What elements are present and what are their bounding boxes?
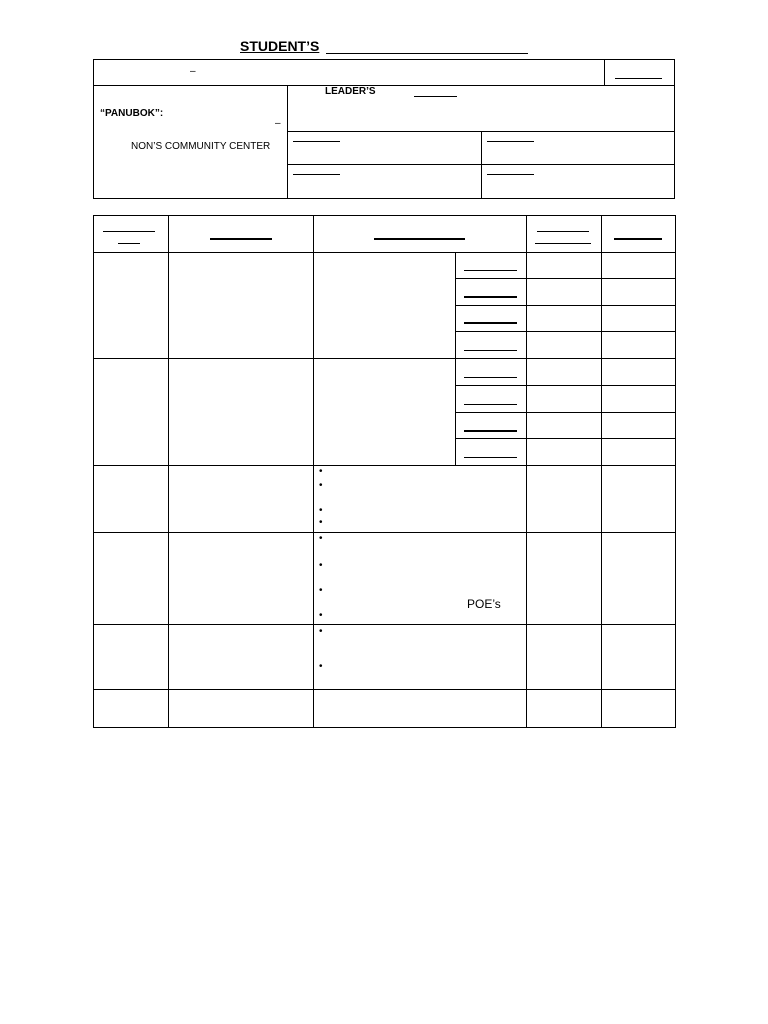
- table-header-bottom: [93, 252, 676, 253]
- community-center-label: NON’S COMMUNITY CENTER: [131, 141, 271, 152]
- col-divider-3: [526, 215, 527, 728]
- subrow-blank-8: [464, 457, 517, 458]
- subrow-blank-1: [464, 270, 517, 271]
- subrow-divider-1b: [455, 305, 676, 306]
- header-blank-col1-a: [103, 231, 155, 232]
- info-blank-c: [293, 174, 340, 175]
- info-right-inner-divider: [481, 131, 482, 199]
- title-underline-blank: [326, 53, 528, 54]
- subrow-blank-4: [464, 350, 517, 351]
- leader-blank: [414, 96, 457, 97]
- col-divider-4: [601, 215, 602, 728]
- info-left-right-divider: [287, 85, 288, 199]
- bullet-row3-4: •: [319, 517, 323, 528]
- subrow-blank-6: [464, 404, 517, 405]
- bullet-row4-3: •: [319, 585, 323, 596]
- row-divider-5: [93, 689, 676, 690]
- header-blank-col2: [210, 238, 272, 240]
- subrow-divider-2a: [455, 385, 676, 386]
- row-divider-3: [93, 532, 676, 533]
- row-divider-2: [93, 465, 676, 466]
- col-divider-1: [168, 215, 169, 728]
- row-divider-1: [93, 358, 676, 359]
- col-divider-2: [313, 215, 314, 728]
- subrow-blank-3: [464, 322, 517, 324]
- subrow-blank-2: [464, 296, 517, 298]
- row-divider-4: [93, 624, 676, 625]
- info-box: [93, 59, 675, 199]
- header-blank-col1-b: [118, 243, 140, 244]
- header-blank-col5: [614, 238, 662, 240]
- info-blank-b: [487, 141, 534, 142]
- bullet-row3-2: •: [319, 480, 323, 491]
- info-blank-d: [487, 174, 534, 175]
- info-mid-dash: –: [275, 118, 281, 129]
- info-blank-a: [293, 141, 340, 142]
- page-title: STUDENT’S: [240, 38, 320, 54]
- info-top-right-cell-divider: [604, 59, 605, 85]
- subcol-divider: [455, 252, 456, 465]
- header-blank-col4-a: [537, 231, 589, 232]
- info-top-dash: –: [190, 66, 196, 77]
- header-blank-col3: [374, 238, 465, 240]
- subrow-blank-5: [464, 377, 517, 378]
- bullet-row5-2: •: [319, 661, 323, 672]
- bullet-row3-3: •: [319, 505, 323, 516]
- bullet-row3-1: •: [319, 466, 323, 477]
- subrow-blank-7: [464, 430, 517, 432]
- main-table: [93, 215, 676, 728]
- bullet-row4-2: •: [319, 560, 323, 571]
- poe-label: POE’s: [467, 597, 501, 611]
- bullet-row4-1: •: [319, 533, 323, 544]
- leader-label: LEADER’S: [325, 86, 376, 97]
- info-top-strip-divider: [93, 85, 675, 86]
- header-blank-col4-b: [535, 243, 591, 244]
- subrow-divider-1c: [455, 331, 676, 332]
- bullet-row4-4: •: [319, 610, 323, 621]
- info-top-right-blank: [615, 78, 662, 79]
- subrow-divider-2b: [455, 412, 676, 413]
- subrow-divider-1a: [455, 278, 676, 279]
- bullet-row5-1: •: [319, 626, 323, 637]
- subrow-divider-2c: [455, 438, 676, 439]
- panubok-label: “PANUBOK”:: [100, 108, 164, 119]
